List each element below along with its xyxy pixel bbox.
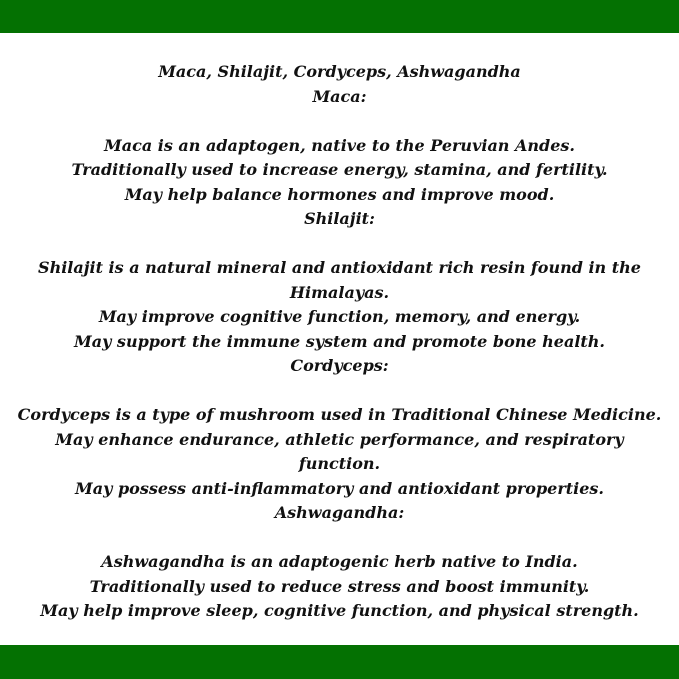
bottom-green-band — [0, 645, 679, 679]
cordyceps-line-2: May enhance endurance, athletic performance, and respiratory function. — [55, 429, 624, 473]
supplement-info-text — [6, 60, 673, 624]
spacer — [6, 526, 673, 551]
shilajit-line-2: May improve cognitive function, memory, and energy. — [98, 307, 581, 326]
cordyceps-line-3: May possess anti-inflammatory and antioxidant properties. — [75, 478, 604, 498]
cordyceps-line-1: Cordyceps is a type of mushroom used in Traditional Chinese Medicine. — [17, 405, 662, 424]
ashwagandha-line-1: Ashwagandha is an adaptogenic herb native to India. — [101, 552, 578, 571]
section-heading-maca: Maca: — [312, 86, 367, 106]
spacer — [6, 109, 673, 134]
top-green-band — [0, 0, 679, 33]
section-heading-ashwagandha: Ashwagandha: — [274, 503, 405, 522]
spacer — [6, 232, 673, 257]
document-title: Maca, Shilajit, Cordyceps, Ashwagandha — [158, 62, 521, 81]
section-heading-cordyceps: Cordyceps: — [290, 356, 389, 375]
maca-line-1: Maca is an adaptogen, native to the Peruvian Andes. — [104, 135, 575, 155]
ashwagandha-line-2: Traditionally used to reduce stress and boost immunity. — [89, 576, 590, 596]
shilajit-line-3: May support the immune system and promote bone health. — [73, 331, 605, 351]
maca-line-3: May help balance hormones and improve mood. — [124, 184, 555, 204]
ashwagandha-line-3: May help improve sleep, cognitive function, and physical strength. — [40, 601, 639, 620]
shilajit-line-1: Shilajit is a natural mineral and antioxidant rich resin found in the Himalayas. — [38, 258, 641, 302]
section-heading-shilajit: Shilajit: — [304, 209, 375, 228]
maca-line-2: Traditionally used to increase energy, stamina, and fertility. — [71, 160, 608, 179]
spacer — [6, 379, 673, 404]
